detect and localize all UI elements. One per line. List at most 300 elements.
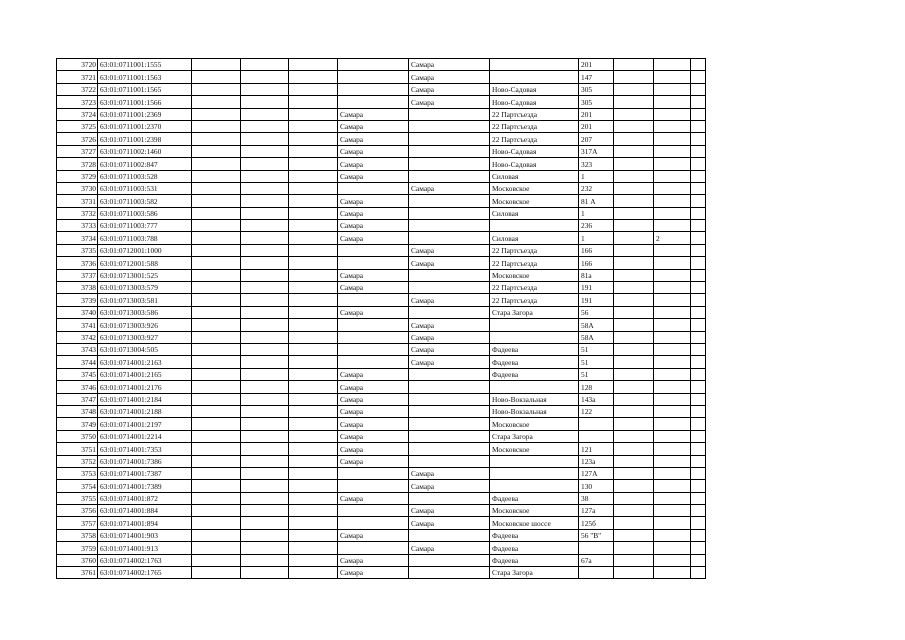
table-cell: Самара: [338, 120, 409, 132]
table-cell: [490, 71, 579, 83]
table-cell: [192, 306, 241, 318]
table-cell: 3724: [57, 108, 98, 120]
table-row: [57, 430, 706, 442]
table-cell: [409, 443, 490, 455]
table-cell: [241, 306, 289, 318]
table-cell: [289, 455, 338, 467]
table-cell: Самара: [409, 244, 490, 256]
table-row: [57, 542, 706, 554]
table-cell: [614, 418, 654, 430]
table-cell: 3736: [57, 257, 98, 269]
table-cell: [241, 269, 289, 281]
table-cell: 3759: [57, 542, 98, 554]
table-cell: Ново-Садовая: [490, 96, 579, 108]
table-cell: [192, 59, 241, 71]
table-cell: [289, 430, 338, 442]
table-row: [57, 244, 706, 256]
table-cell: [338, 182, 409, 194]
table-cell: 3723: [57, 96, 98, 108]
table-cell: [192, 145, 241, 157]
table-row: [57, 96, 706, 108]
table-cell: 63:01:0711002:847: [98, 158, 192, 170]
table-row: [57, 480, 706, 492]
table-cell: Московское: [490, 269, 579, 281]
table-cell: [691, 331, 706, 343]
table-cell: Самара: [338, 455, 409, 467]
table-cell: [691, 257, 706, 269]
table-cell: [409, 529, 490, 541]
spreadsheet-page: [56, 58, 706, 579]
table-cell: [241, 492, 289, 504]
table-cell: [614, 393, 654, 405]
table-cell: [241, 207, 289, 219]
table-cell: Московское шоссе: [490, 517, 579, 529]
table-cell: 63:01:0713003:581: [98, 294, 192, 306]
table-cell: 3740: [57, 306, 98, 318]
table-cell: Самара: [338, 492, 409, 504]
table-cell: [289, 554, 338, 566]
table-cell: 3725: [57, 120, 98, 132]
table-cell: 3737: [57, 269, 98, 281]
table-cell: 63:01:0712001:588: [98, 257, 192, 269]
table-cell: 201: [579, 120, 614, 132]
table-cell: [409, 158, 490, 170]
table-cell: [654, 108, 691, 120]
table-cell: [654, 455, 691, 467]
table-cell: [192, 517, 241, 529]
table-cell: 232: [579, 182, 614, 194]
table-cell: [490, 220, 579, 232]
table-cell: [289, 492, 338, 504]
cadastral-table: [56, 58, 706, 579]
table-cell: [691, 182, 706, 194]
table-cell: [241, 145, 289, 157]
table-cell: 63:01:0713004:505: [98, 343, 192, 355]
table-cell: 323: [579, 158, 614, 170]
table-cell: [691, 480, 706, 492]
table-cell: [490, 455, 579, 467]
table-cell: 67а: [579, 554, 614, 566]
table-cell: 22 Партсъезда: [490, 257, 579, 269]
table-cell: [691, 195, 706, 207]
table-cell: 63:01:0714001:913: [98, 542, 192, 554]
table-cell: [241, 467, 289, 479]
table-cell: 3720: [57, 59, 98, 71]
table-cell: [289, 207, 338, 219]
table-cell: [614, 158, 654, 170]
table-cell: Самара: [409, 467, 490, 479]
table-cell: Самара: [338, 393, 409, 405]
table-cell: [691, 567, 706, 579]
table-cell: [192, 83, 241, 95]
table-cell: [654, 59, 691, 71]
table-cell: [241, 567, 289, 579]
table-cell: [654, 467, 691, 479]
table-cell: [691, 455, 706, 467]
table-cell: [192, 319, 241, 331]
table-cell: [409, 455, 490, 467]
table-cell: [192, 220, 241, 232]
table-row: [57, 331, 706, 343]
table-cell: [192, 158, 241, 170]
table-cell: 63:01:0714001:7386: [98, 455, 192, 467]
table-cell: 22 Партсъезда: [490, 108, 579, 120]
table-cell: Самара: [338, 145, 409, 157]
table-cell: 51: [579, 343, 614, 355]
table-cell: [241, 282, 289, 294]
table-cell: Самара: [338, 567, 409, 579]
table-cell: 3738: [57, 282, 98, 294]
table-cell: 63:01:0714001:7389: [98, 480, 192, 492]
table-cell: Самара: [338, 170, 409, 182]
table-row: [57, 59, 706, 71]
table-cell: 22 Партсъезда: [490, 133, 579, 145]
table-cell: 166: [579, 257, 614, 269]
table-cell: 1: [579, 170, 614, 182]
table-cell: Силовая: [490, 232, 579, 244]
table-cell: [192, 294, 241, 306]
table-cell: [654, 529, 691, 541]
table-cell: [614, 443, 654, 455]
table-cell: 166: [579, 244, 614, 256]
table-cell: [654, 319, 691, 331]
table-cell: 3757: [57, 517, 98, 529]
table-cell: 3721: [57, 71, 98, 83]
table-cell: [338, 542, 409, 554]
table-cell: [241, 182, 289, 194]
table-row: [57, 158, 706, 170]
table-cell: [289, 356, 338, 368]
table-cell: [614, 207, 654, 219]
table-cell: [654, 343, 691, 355]
table-cell: [614, 480, 654, 492]
table-cell: 3730: [57, 182, 98, 194]
table-cell: [614, 83, 654, 95]
table-cell: [691, 343, 706, 355]
table-cell: [192, 443, 241, 455]
table-cell: [338, 517, 409, 529]
table-cell: [614, 343, 654, 355]
table-cell: [192, 207, 241, 219]
table-cell: [192, 567, 241, 579]
table-cell: 3729: [57, 170, 98, 182]
table-cell: 201: [579, 59, 614, 71]
table-cell: [241, 244, 289, 256]
table-cell: [614, 59, 654, 71]
table-cell: [490, 467, 579, 479]
table-cell: Стара Загора: [490, 430, 579, 442]
table-cell: 51: [579, 356, 614, 368]
table-row: [57, 567, 706, 579]
table-cell: [241, 59, 289, 71]
table-cell: Самара: [338, 443, 409, 455]
table-cell: [691, 492, 706, 504]
table-cell: 122: [579, 405, 614, 417]
table-cell: 317А: [579, 145, 614, 157]
table-cell: 63:01:0712001:1000: [98, 244, 192, 256]
table-cell: [338, 356, 409, 368]
table-cell: Фадеева: [490, 542, 579, 554]
table-cell: Самара: [338, 133, 409, 145]
table-cell: [691, 71, 706, 83]
table-cell: [241, 455, 289, 467]
table-cell: Самара: [409, 343, 490, 355]
table-cell: Московское: [490, 418, 579, 430]
table-cell: [614, 381, 654, 393]
table-cell: [289, 232, 338, 244]
table-cell: [409, 492, 490, 504]
table-cell: [289, 443, 338, 455]
table-cell: [192, 195, 241, 207]
table-cell: [654, 505, 691, 517]
table-cell: 3756: [57, 505, 98, 517]
table-cell: [192, 418, 241, 430]
table-cell: [691, 269, 706, 281]
table-cell: [289, 120, 338, 132]
table-cell: 63:01:0711002:1460: [98, 145, 192, 157]
table-cell: [691, 418, 706, 430]
table-cell: 207: [579, 133, 614, 145]
table-cell: [289, 195, 338, 207]
table-cell: [654, 145, 691, 157]
table-cell: [614, 368, 654, 380]
table-cell: [289, 133, 338, 145]
table-cell: [289, 405, 338, 417]
table-cell: [614, 96, 654, 108]
table-cell: [691, 467, 706, 479]
table-cell: [289, 269, 338, 281]
table-cell: [691, 232, 706, 244]
table-cell: [654, 282, 691, 294]
table-cell: 63:01:0714001:2165: [98, 368, 192, 380]
table-cell: [654, 71, 691, 83]
table-cell: [409, 195, 490, 207]
table-cell: [338, 467, 409, 479]
table-cell: 3758: [57, 529, 98, 541]
table-cell: 3747: [57, 393, 98, 405]
table-cell: [654, 393, 691, 405]
table-cell: [614, 517, 654, 529]
table-cell: 305: [579, 96, 614, 108]
table-cell: Ново-Вокзальная: [490, 393, 579, 405]
table-cell: [654, 542, 691, 554]
table-cell: [289, 393, 338, 405]
table-cell: [338, 480, 409, 492]
table-cell: [289, 59, 338, 71]
table-cell: 201: [579, 108, 614, 120]
table-cell: [192, 467, 241, 479]
table-row: [57, 306, 706, 318]
table-cell: [614, 244, 654, 256]
table-cell: [691, 430, 706, 442]
table-row: [57, 282, 706, 294]
table-cell: [338, 96, 409, 108]
table-cell: 1: [579, 207, 614, 219]
table-cell: [192, 170, 241, 182]
table-cell: 63:01:0713001:525: [98, 269, 192, 281]
table-cell: [614, 542, 654, 554]
table-cell: [691, 306, 706, 318]
table-cell: 3733: [57, 220, 98, 232]
table-cell: 63:01:0711001:1566: [98, 96, 192, 108]
table-cell: [614, 133, 654, 145]
table-cell: [241, 443, 289, 455]
table-cell: [691, 108, 706, 120]
table-cell: [691, 170, 706, 182]
table-cell: Самара: [338, 195, 409, 207]
table-cell: [192, 96, 241, 108]
table-cell: [289, 467, 338, 479]
table-cell: [241, 480, 289, 492]
table-cell: 38: [579, 492, 614, 504]
table-cell: [241, 430, 289, 442]
table-cell: [691, 529, 706, 541]
table-cell: [654, 480, 691, 492]
table-cell: [614, 294, 654, 306]
table-cell: [409, 381, 490, 393]
table-cell: [691, 393, 706, 405]
table-cell: [579, 567, 614, 579]
table-cell: [241, 418, 289, 430]
table-cell: [192, 232, 241, 244]
table-row: [57, 405, 706, 417]
table-row: [57, 418, 706, 430]
table-cell: [654, 356, 691, 368]
table-cell: [691, 381, 706, 393]
table-row: [57, 120, 706, 132]
table-cell: 3727: [57, 145, 98, 157]
table-cell: [192, 492, 241, 504]
table-cell: [614, 505, 654, 517]
table-cell: [338, 331, 409, 343]
table-cell: [289, 505, 338, 517]
table-cell: Ново-Садовая: [490, 83, 579, 95]
table-cell: 128: [579, 381, 614, 393]
table-cell: [289, 343, 338, 355]
table-cell: [654, 96, 691, 108]
table-cell: [654, 133, 691, 145]
table-cell: [241, 517, 289, 529]
table-cell: Самара: [338, 232, 409, 244]
table-cell: [654, 269, 691, 281]
table-cell: [289, 244, 338, 256]
table-cell: Ново-Садовая: [490, 145, 579, 157]
table-cell: [289, 319, 338, 331]
table-cell: 63:01:0711003:528: [98, 170, 192, 182]
table-cell: Самара: [338, 405, 409, 417]
table-cell: 63:01:0714001:2188: [98, 405, 192, 417]
table-cell: Самара: [338, 529, 409, 541]
table-cell: Самара: [409, 542, 490, 554]
table-cell: 3741: [57, 319, 98, 331]
table-cell: 63:01:0713003:586: [98, 306, 192, 318]
table-cell: [654, 405, 691, 417]
table-cell: [192, 405, 241, 417]
table-cell: [691, 554, 706, 566]
table-cell: [409, 207, 490, 219]
table-cell: 22 Партсъезда: [490, 120, 579, 132]
table-cell: Самара: [409, 96, 490, 108]
table-cell: Самара: [409, 319, 490, 331]
table-cell: [654, 381, 691, 393]
table-cell: [192, 108, 241, 120]
table-cell: 3751: [57, 443, 98, 455]
table-cell: 127а: [579, 505, 614, 517]
table-cell: [579, 430, 614, 442]
table-cell: Фадеева: [490, 554, 579, 566]
table-cell: [192, 257, 241, 269]
table-cell: [192, 393, 241, 405]
table-cell: [654, 368, 691, 380]
table-cell: [192, 244, 241, 256]
table-cell: Самара: [409, 294, 490, 306]
table-cell: Московское: [490, 443, 579, 455]
table-row: [57, 232, 706, 244]
table-cell: Силовая: [490, 170, 579, 182]
table-cell: [241, 195, 289, 207]
table-cell: Ново-Садовая: [490, 158, 579, 170]
table-cell: 3749: [57, 418, 98, 430]
table-cell: [614, 269, 654, 281]
table-cell: [614, 282, 654, 294]
table-cell: Самара: [338, 381, 409, 393]
table-cell: [614, 182, 654, 194]
table-cell: 63:01:0711001:1563: [98, 71, 192, 83]
table-row: [57, 257, 706, 269]
table-cell: [241, 529, 289, 541]
table-cell: Фадеева: [490, 356, 579, 368]
table-cell: [654, 220, 691, 232]
table-cell: [654, 430, 691, 442]
table-cell: [691, 244, 706, 256]
table-cell: Самара: [409, 182, 490, 194]
table-cell: [654, 418, 691, 430]
table-cell: [241, 120, 289, 132]
table-cell: [409, 108, 490, 120]
table-cell: [614, 319, 654, 331]
table-row: [57, 492, 706, 504]
table-cell: [241, 343, 289, 355]
table-cell: [289, 282, 338, 294]
table-row: [57, 356, 706, 368]
table-cell: [614, 120, 654, 132]
table-cell: 63:01:0711003:788: [98, 232, 192, 244]
table-cell: 63:01:0711001:2369: [98, 108, 192, 120]
table-cell: [192, 529, 241, 541]
table-cell: 1: [579, 232, 614, 244]
table-cell: [241, 108, 289, 120]
table-cell: 3752: [57, 455, 98, 467]
table-cell: [241, 170, 289, 182]
table-cell: Самара: [409, 505, 490, 517]
table-cell: [490, 59, 579, 71]
table-cell: [614, 71, 654, 83]
table-cell: [409, 170, 490, 182]
table-cell: 22 Партсъезда: [490, 282, 579, 294]
table-cell: [192, 356, 241, 368]
table-row: [57, 133, 706, 145]
table-cell: [654, 492, 691, 504]
table-row: [57, 71, 706, 83]
table-cell: 63:01:0711001:2370: [98, 120, 192, 132]
table-cell: [654, 294, 691, 306]
table-cell: [241, 133, 289, 145]
table-cell: [614, 232, 654, 244]
table-cell: [289, 96, 338, 108]
table-cell: [691, 542, 706, 554]
table-cell: 58А: [579, 319, 614, 331]
table-cell: [192, 120, 241, 132]
